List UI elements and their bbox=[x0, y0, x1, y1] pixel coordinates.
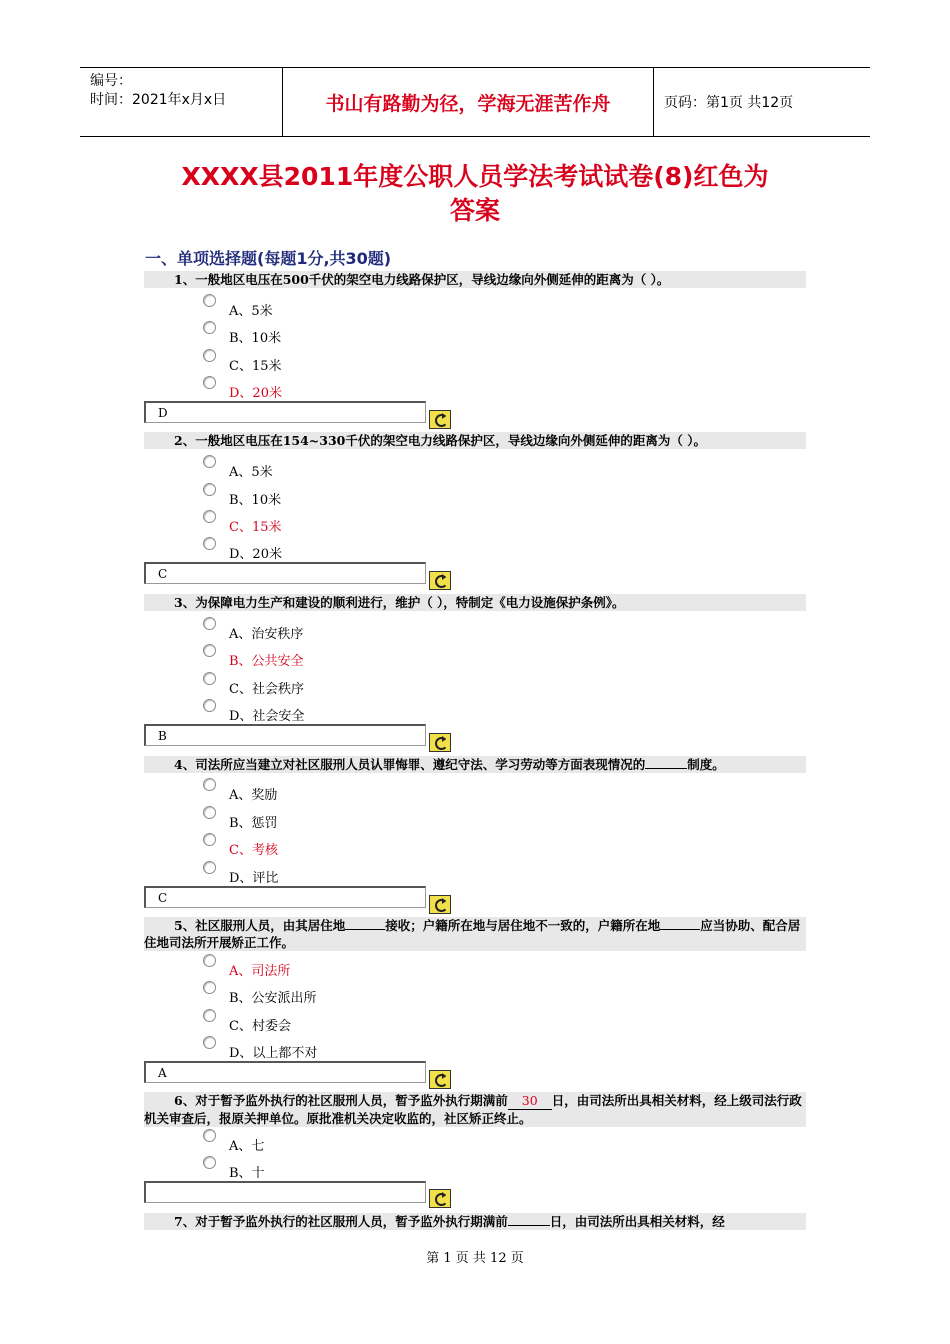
answer-field-3[interactable]: B bbox=[144, 724, 426, 746]
time-label: 时间：2021年x月x日 bbox=[90, 92, 227, 108]
radio-button[interactable] bbox=[203, 483, 216, 496]
fill-blank bbox=[345, 929, 385, 930]
section-title: 一、单项选择题(每题1分,共30题) bbox=[145, 249, 392, 268]
check-answer-icon[interactable] bbox=[429, 410, 451, 429]
question-4: 4、司法所应当建立对社区服刑人员认罪悔罪、遵纪守法、学习劳动等方面表现情况的 制度。 bbox=[144, 756, 806, 773]
radio-button[interactable] bbox=[203, 537, 216, 550]
radio-button[interactable] bbox=[203, 349, 216, 362]
header-left bbox=[80, 68, 283, 136]
radio-button[interactable] bbox=[203, 699, 216, 712]
radio-button[interactable] bbox=[203, 644, 216, 657]
radio-button[interactable] bbox=[203, 294, 216, 307]
question-5: 5、社区服刑人员，由其居住地 接收；户籍所在地与居住地不一致的，户籍所在地 应当协助、配合居住地司法所开展矫正工作。 bbox=[144, 917, 806, 951]
radio-button[interactable] bbox=[203, 1129, 216, 1142]
radio-button[interactable] bbox=[203, 806, 216, 819]
header-motto: 书山有路勤为径，学海无涯苦作舟 bbox=[283, 68, 654, 136]
fill-blank bbox=[645, 768, 687, 769]
answer-field-2[interactable]: C bbox=[144, 562, 426, 584]
fill-blank bbox=[508, 1092, 552, 1110]
answer-field-6[interactable] bbox=[144, 1181, 426, 1203]
radio-button[interactable] bbox=[203, 510, 216, 523]
fill-blank bbox=[508, 1225, 550, 1226]
check-answer-icon[interactable] bbox=[429, 733, 451, 752]
radio-button[interactable] bbox=[203, 455, 216, 468]
question-3: 3、为保障电力生产和建设的顺利进行，维护（ ），特制定《电力设施保护条例》。 bbox=[144, 594, 806, 611]
check-answer-icon[interactable] bbox=[429, 895, 451, 914]
title-line-1: XXXX县2011年度公职人员学法考试试卷(8)红色为 bbox=[181, 162, 769, 191]
check-answer-icon[interactable] bbox=[429, 1070, 451, 1089]
page-footer: 第 1 页 共 12 页 bbox=[426, 1251, 524, 1266]
answer-field-4[interactable]: C bbox=[144, 886, 426, 908]
answer-field-5[interactable]: A bbox=[144, 1061, 426, 1083]
question-2: 2、一般地区电压在154~330千伏的架空电力线路保护区，导线边缘向外侧延伸的距离为（ ）。 bbox=[144, 432, 806, 449]
page-header bbox=[80, 67, 870, 137]
title-line-2: 答案 bbox=[449, 196, 500, 225]
radio-button[interactable] bbox=[203, 376, 216, 389]
question-1: 1、一般地区电压在500千伏的架空电力线路保护区，导线边缘向外侧延伸的距离为（ ）。 bbox=[144, 271, 806, 288]
blank-answer: 30 bbox=[521, 1093, 538, 1108]
radio-button[interactable] bbox=[203, 1036, 216, 1049]
radio-button[interactable] bbox=[203, 861, 216, 874]
answer-field-1[interactable]: D bbox=[144, 401, 426, 423]
radio-button[interactable] bbox=[203, 617, 216, 630]
check-answer-icon[interactable] bbox=[429, 571, 451, 590]
question-7: 7、对于暂予监外执行的社区服刑人员，暂予监外执行期满前 日，由司法所出具相关材料，经 bbox=[144, 1213, 806, 1230]
radio-button[interactable] bbox=[203, 321, 216, 334]
fill-blank bbox=[660, 929, 700, 930]
document-title bbox=[100, 160, 850, 228]
header-page-info: 页码：第1页 共12页 bbox=[664, 95, 794, 111]
radio-button[interactable] bbox=[203, 778, 216, 791]
radio-button[interactable] bbox=[203, 672, 216, 685]
question-6: 6、对于暂予监外执行的社区服刑人员，暂予监外执行期满前 30 日，由司法所出具相关材料，经上级司法行政机关审查后，报原关押单位。原批准机关决定收监的，社区矫正终止。 bbox=[144, 1092, 806, 1127]
radio-button[interactable] bbox=[203, 833, 216, 846]
number-label: 编号： bbox=[90, 73, 132, 89]
radio-button[interactable] bbox=[203, 1009, 216, 1022]
radio-button[interactable] bbox=[203, 1156, 216, 1169]
radio-button[interactable] bbox=[203, 981, 216, 994]
radio-button[interactable] bbox=[203, 954, 216, 967]
check-answer-icon[interactable] bbox=[429, 1189, 451, 1208]
